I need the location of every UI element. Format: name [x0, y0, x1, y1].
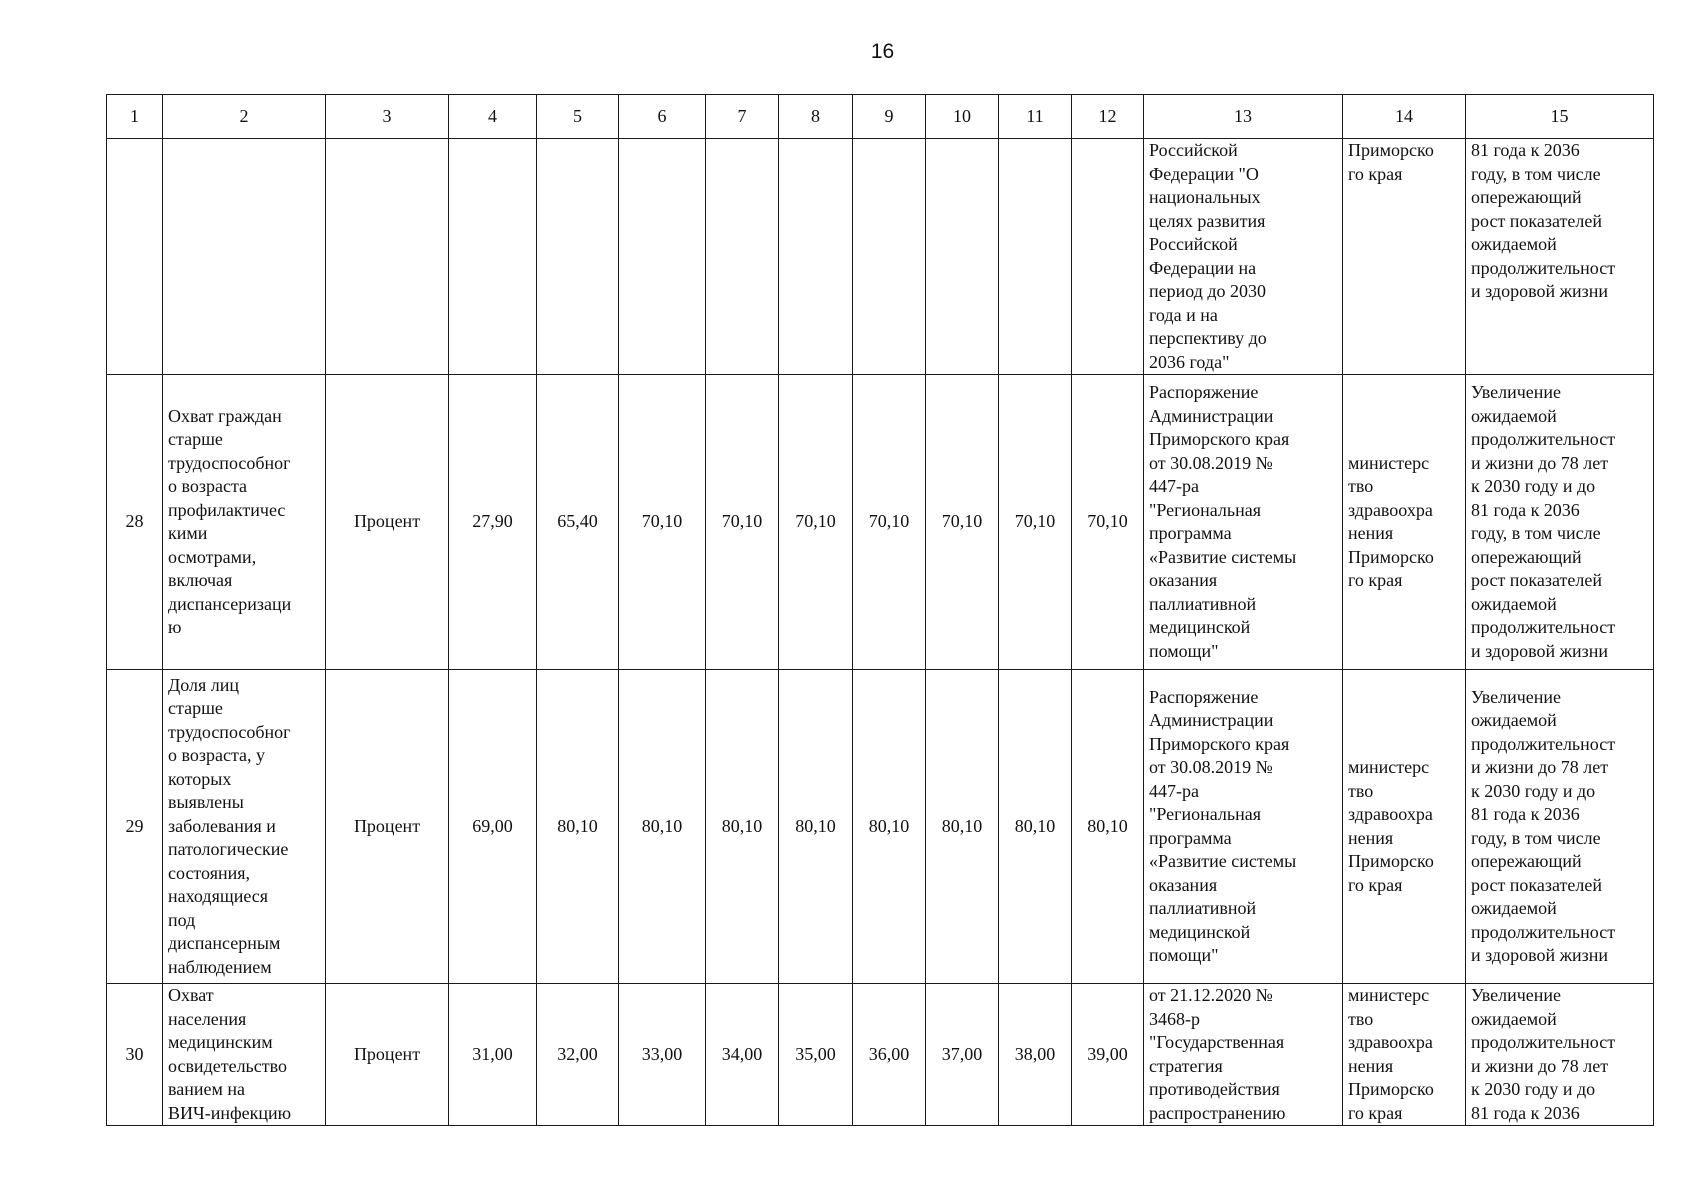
- value-cell: 31,00: [449, 984, 537, 1126]
- indicator-name-cell: Охват населения медицинским освидетельство ванием на ВИЧ-инфекцию: [163, 984, 326, 1126]
- indicator-name-cell: [163, 139, 326, 375]
- row-number-cell: 29: [107, 670, 163, 984]
- value-cell: 35,00: [779, 984, 853, 1126]
- responsible-cell: Приморско го края: [1343, 139, 1466, 375]
- column-header: 15: [1466, 95, 1654, 139]
- column-header: 13: [1144, 95, 1343, 139]
- unit-cell: [326, 139, 449, 375]
- value-cell: 80,10: [853, 670, 926, 984]
- header-row: [107, 95, 1654, 139]
- column-header: 11: [999, 95, 1072, 139]
- value-cell: 80,10: [537, 670, 619, 984]
- row-number-cell: [107, 139, 163, 375]
- goal-link-cell: Увеличение ожидаемой продолжительност и жизни до 78 лет к 2030 году и до 81 года к 2036 году, в том числе опережающий рост показателей ожидаемой продолжительност и здоровой жизни: [1466, 375, 1654, 670]
- value-cell: 38,00: [999, 984, 1072, 1126]
- column-header: 1: [107, 95, 163, 139]
- column-header: 3: [326, 95, 449, 139]
- value-cell: 70,10: [853, 375, 926, 670]
- table-row: [107, 670, 1654, 984]
- goal-link-cell: Увеличение ожидаемой продолжительност и жизни до 78 лет к 2030 году и до 81 года к 2036 году, в том числе опережающий рост показателей ожидаемой продолжительност и здоровой жизни: [1466, 670, 1654, 984]
- indicators-table: [106, 94, 1654, 1126]
- value-cell: [449, 139, 537, 375]
- table-row-continuation: [107, 139, 1654, 375]
- column-header: 12: [1072, 95, 1144, 139]
- value-cell: 36,00: [853, 984, 926, 1126]
- value-cell: 27,90: [449, 375, 537, 670]
- column-header: 14: [1343, 95, 1466, 139]
- value-cell: 70,10: [926, 375, 999, 670]
- table-row: [107, 984, 1654, 1126]
- row-number-cell: 28: [107, 375, 163, 670]
- column-header: 8: [779, 95, 853, 139]
- value-cell: 39,00: [1072, 984, 1144, 1126]
- responsible-cell: министерс тво здравоохра нения Приморско го края: [1343, 984, 1466, 1126]
- column-header: 10: [926, 95, 999, 139]
- document-basis-cell: Российской Федерации "О национальных целях развития Российской Федерации на период до 2030 года и на перспективу до 2036 года": [1144, 139, 1343, 375]
- value-cell: [537, 139, 619, 375]
- unit-cell: Процент: [326, 984, 449, 1126]
- unit-cell: Процент: [326, 375, 449, 670]
- page-number: 16: [870, 40, 895, 63]
- responsible-cell: министерс тво здравоохра нения Приморско го края: [1343, 375, 1466, 670]
- table-row: [107, 375, 1654, 670]
- value-cell: 80,10: [999, 670, 1072, 984]
- value-cell: 70,10: [619, 375, 706, 670]
- document-basis-cell: от 21.12.2020 № 3468-р "Государственная стратегия противодействия распространению: [1144, 984, 1343, 1126]
- value-cell: [1072, 139, 1144, 375]
- value-cell: 70,10: [999, 375, 1072, 670]
- column-header: 7: [706, 95, 779, 139]
- document-basis-cell: Распоряжение Администрации Приморского края от 30.08.2019 № 447-ра "Региональная программа «Развитие системы оказания паллиативной медицинской помощи": [1144, 375, 1343, 670]
- value-cell: 70,10: [779, 375, 853, 670]
- goal-link-cell: 81 года к 2036 году, в том числе опережающий рост показателей ожидаемой продолжительност и здоровой жизни: [1466, 139, 1654, 375]
- goal-link-cell: Увеличение ожидаемой продолжительност и жизни до 78 лет к 2030 году и до 81 года к 2036: [1466, 984, 1654, 1126]
- indicator-name-cell: Охват граждан старше трудоспособног о возраста профилактичес кими осмотрами, включая диспансеризаци ю: [163, 375, 326, 670]
- value-cell: [779, 139, 853, 375]
- value-cell: [853, 139, 926, 375]
- value-cell: 80,10: [926, 670, 999, 984]
- column-header: 2: [163, 95, 326, 139]
- indicator-name-cell: Доля лиц старше трудоспособног о возраста, у которых выявлены заболевания и патологические состояния, находящиеся под диспансерным наблюдением: [163, 670, 326, 984]
- value-cell: [619, 139, 706, 375]
- value-cell: [999, 139, 1072, 375]
- value-cell: 80,10: [619, 670, 706, 984]
- column-header: 5: [537, 95, 619, 139]
- value-cell: 80,10: [706, 670, 779, 984]
- value-cell: 65,40: [537, 375, 619, 670]
- responsible-cell: министерс тво здравоохра нения Приморско го края: [1343, 670, 1466, 984]
- value-cell: 34,00: [706, 984, 779, 1126]
- value-cell: 70,10: [1072, 375, 1144, 670]
- column-header: 6: [619, 95, 706, 139]
- value-cell: 80,10: [779, 670, 853, 984]
- document-basis-cell: Распоряжение Администрации Приморского края от 30.08.2019 № 447-ра "Региональная программа «Развитие системы оказания паллиативной медицинской помощи": [1144, 670, 1343, 984]
- value-cell: 33,00: [619, 984, 706, 1126]
- column-header: 4: [449, 95, 537, 139]
- unit-cell: Процент: [326, 670, 449, 984]
- value-cell: [926, 139, 999, 375]
- value-cell: 80,10: [1072, 670, 1144, 984]
- value-cell: 70,10: [706, 375, 779, 670]
- column-header: 9: [853, 95, 926, 139]
- value-cell: 69,00: [449, 670, 537, 984]
- row-number-cell: 30: [107, 984, 163, 1126]
- value-cell: [706, 139, 779, 375]
- value-cell: 37,00: [926, 984, 999, 1126]
- value-cell: 32,00: [537, 984, 619, 1126]
